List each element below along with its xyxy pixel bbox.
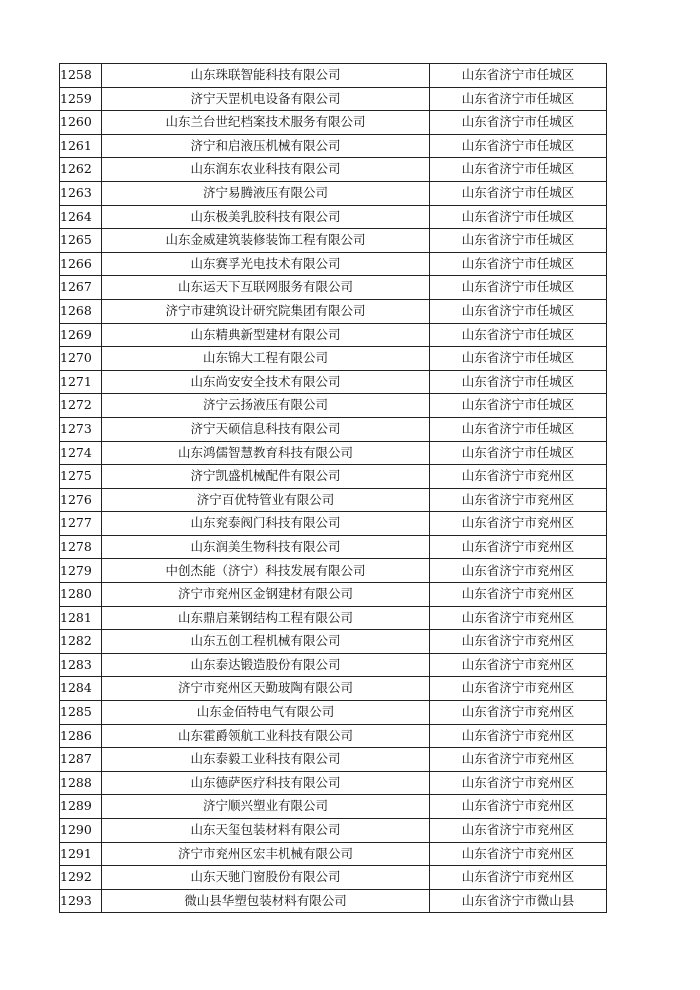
table-row xyxy=(60,535,607,559)
table-row xyxy=(60,158,607,182)
table-row xyxy=(60,276,607,300)
table-row xyxy=(60,630,607,654)
company-region: 山东省济宁市任城区 xyxy=(430,441,607,465)
row-number: 1273 xyxy=(60,417,102,441)
company-name: 山东润东农业科技有限公司 xyxy=(102,158,430,182)
company-name: 山东兰台世纪档案技术服务有限公司 xyxy=(102,111,430,135)
company-name: 济宁市兖州区金钢建材有限公司 xyxy=(102,583,430,607)
company-name: 济宁云扬液压有限公司 xyxy=(102,394,430,418)
company-region: 山东省济宁市兖州区 xyxy=(430,559,607,583)
row-number: 1272 xyxy=(60,394,102,418)
table-row xyxy=(60,323,607,347)
company-region: 山东省济宁市任城区 xyxy=(430,276,607,300)
table-row xyxy=(60,417,607,441)
row-number: 1293 xyxy=(60,889,102,913)
company-region: 山东省济宁市兖州区 xyxy=(430,795,607,819)
row-number: 1264 xyxy=(60,205,102,229)
table-row xyxy=(60,866,607,890)
company-region: 山东省济宁市兖州区 xyxy=(430,748,607,772)
company-region: 山东省济宁市兖州区 xyxy=(430,677,607,701)
row-number: 1259 xyxy=(60,87,102,111)
company-name: 山东鸿儒智慧教育科技有限公司 xyxy=(102,441,430,465)
row-number: 1261 xyxy=(60,134,102,158)
company-region: 山东省济宁市任城区 xyxy=(430,394,607,418)
table-row xyxy=(60,205,607,229)
table-row xyxy=(60,606,607,630)
company-name: 济宁市兖州区天勤玻陶有限公司 xyxy=(102,677,430,701)
company-name: 山东霍爵领航工业科技有限公司 xyxy=(102,724,430,748)
row-number: 1262 xyxy=(60,158,102,182)
company-region: 山东省济宁市兖州区 xyxy=(430,606,607,630)
table-row xyxy=(60,583,607,607)
company-name: 山东兖泰阀门科技有限公司 xyxy=(102,512,430,536)
row-number: 1286 xyxy=(60,724,102,748)
company-region: 山东省济宁市任城区 xyxy=(430,111,607,135)
row-number: 1276 xyxy=(60,488,102,512)
table-row xyxy=(60,819,607,843)
row-number: 1277 xyxy=(60,512,102,536)
company-region: 山东省济宁市兖州区 xyxy=(430,842,607,866)
row-number: 1279 xyxy=(60,559,102,583)
company-name: 中创杰能（济宁）科技发展有限公司 xyxy=(102,559,430,583)
table-row xyxy=(60,748,607,772)
company-region: 山东省济宁市兖州区 xyxy=(430,866,607,890)
company-name: 济宁顺兴塑业有限公司 xyxy=(102,795,430,819)
company-region: 山东省济宁市任城区 xyxy=(430,64,607,88)
company-region: 山东省济宁市任城区 xyxy=(430,417,607,441)
company-name: 济宁凯盛机械配件有限公司 xyxy=(102,465,430,489)
company-region: 山东省济宁市兖州区 xyxy=(430,630,607,654)
company-name: 济宁易腾液压有限公司 xyxy=(102,181,430,205)
row-number: 1282 xyxy=(60,630,102,654)
row-number: 1274 xyxy=(60,441,102,465)
company-name: 山东锦大工程有限公司 xyxy=(102,347,430,371)
row-number: 1291 xyxy=(60,842,102,866)
company-name: 济宁市建筑设计研究院集团有限公司 xyxy=(102,299,430,323)
company-region: 山东省济宁市任城区 xyxy=(430,323,607,347)
company-region: 山东省济宁市任城区 xyxy=(430,229,607,253)
row-number: 1270 xyxy=(60,347,102,371)
row-number: 1271 xyxy=(60,370,102,394)
row-number: 1268 xyxy=(60,299,102,323)
company-name: 山东鼎启莱钢结构工程有限公司 xyxy=(102,606,430,630)
company-region: 山东省济宁市兖州区 xyxy=(430,535,607,559)
company-region: 山东省济宁市任城区 xyxy=(430,205,607,229)
company-name: 山东尚安安全技术有限公司 xyxy=(102,370,430,394)
company-region: 山东省济宁市兖州区 xyxy=(430,701,607,725)
row-number: 1258 xyxy=(60,64,102,88)
table-row xyxy=(60,134,607,158)
row-number: 1290 xyxy=(60,819,102,843)
table-row xyxy=(60,370,607,394)
table-row xyxy=(60,299,607,323)
company-region: 山东省济宁市兖州区 xyxy=(430,653,607,677)
company-region: 山东省济宁市任城区 xyxy=(430,134,607,158)
table-row xyxy=(60,181,607,205)
row-number: 1292 xyxy=(60,866,102,890)
table-row xyxy=(60,394,607,418)
row-number: 1278 xyxy=(60,535,102,559)
company-name: 济宁天罡机电设备有限公司 xyxy=(102,87,430,111)
table-row xyxy=(60,771,607,795)
company-name: 济宁天硕信息科技有限公司 xyxy=(102,417,430,441)
table-row xyxy=(60,87,607,111)
row-number: 1285 xyxy=(60,701,102,725)
row-number: 1287 xyxy=(60,748,102,772)
table-row xyxy=(60,64,607,88)
row-number: 1280 xyxy=(60,583,102,607)
company-region: 山东省济宁市任城区 xyxy=(430,252,607,276)
company-name: 山东精典新型建材有限公司 xyxy=(102,323,430,347)
company-name: 微山县华塑包装材料有限公司 xyxy=(102,889,430,913)
company-region: 山东省济宁市兖州区 xyxy=(430,771,607,795)
company-region: 山东省济宁市任城区 xyxy=(430,347,607,371)
table-row xyxy=(60,111,607,135)
company-region: 山东省济宁市任城区 xyxy=(430,299,607,323)
company-region: 山东省济宁市微山县 xyxy=(430,889,607,913)
company-region: 山东省济宁市兖州区 xyxy=(430,465,607,489)
row-number: 1265 xyxy=(60,229,102,253)
table-row xyxy=(60,795,607,819)
table-row xyxy=(60,252,607,276)
company-name: 山东德萨医疗科技有限公司 xyxy=(102,771,430,795)
company-name: 山东天玺包装材料有限公司 xyxy=(102,819,430,843)
company-name: 济宁百优特管业有限公司 xyxy=(102,488,430,512)
row-number: 1267 xyxy=(60,276,102,300)
company-region: 山东省济宁市任城区 xyxy=(430,158,607,182)
table-row xyxy=(60,889,607,913)
row-number: 1260 xyxy=(60,111,102,135)
company-region: 山东省济宁市任城区 xyxy=(430,87,607,111)
table-row xyxy=(60,559,607,583)
company-name: 山东金佰特电气有限公司 xyxy=(102,701,430,725)
company-name: 山东润美生物科技有限公司 xyxy=(102,535,430,559)
company-region: 山东省济宁市任城区 xyxy=(430,370,607,394)
row-number: 1283 xyxy=(60,653,102,677)
row-number: 1269 xyxy=(60,323,102,347)
company-name: 山东天驰门窗股份有限公司 xyxy=(102,866,430,890)
table-body xyxy=(60,64,607,913)
row-number: 1263 xyxy=(60,181,102,205)
table-row xyxy=(60,653,607,677)
table-row xyxy=(60,724,607,748)
row-number: 1289 xyxy=(60,795,102,819)
table-row xyxy=(60,677,607,701)
company-region: 山东省济宁市兖州区 xyxy=(430,724,607,748)
company-name: 山东赛孚光电技术有限公司 xyxy=(102,252,430,276)
company-name: 山东运天下互联网服务有限公司 xyxy=(102,276,430,300)
table-row xyxy=(60,347,607,371)
table-row xyxy=(60,465,607,489)
company-name: 山东金威建筑装修装饰工程有限公司 xyxy=(102,229,430,253)
company-region: 山东省济宁市兖州区 xyxy=(430,512,607,536)
table-row xyxy=(60,229,607,253)
row-number: 1266 xyxy=(60,252,102,276)
row-number: 1275 xyxy=(60,465,102,489)
company-name: 济宁市兖州区宏丰机械有限公司 xyxy=(102,842,430,866)
company-name: 山东极美乳胶科技有限公司 xyxy=(102,205,430,229)
company-region: 山东省济宁市任城区 xyxy=(430,181,607,205)
row-number: 1288 xyxy=(60,771,102,795)
table-row xyxy=(60,842,607,866)
company-name: 山东五创工程机械有限公司 xyxy=(102,630,430,654)
company-region: 山东省济宁市兖州区 xyxy=(430,488,607,512)
company-name: 山东泰达锻造股份有限公司 xyxy=(102,653,430,677)
table-row xyxy=(60,488,607,512)
row-number: 1281 xyxy=(60,606,102,630)
company-name: 山东泰毅工业科技有限公司 xyxy=(102,748,430,772)
company-list-table xyxy=(59,63,607,913)
company-name: 济宁和启液压机械有限公司 xyxy=(102,134,430,158)
company-region: 山东省济宁市兖州区 xyxy=(430,583,607,607)
row-number: 1284 xyxy=(60,677,102,701)
company-region: 山东省济宁市兖州区 xyxy=(430,819,607,843)
table-row xyxy=(60,441,607,465)
table-row xyxy=(60,512,607,536)
table-row xyxy=(60,701,607,725)
company-name: 山东珠联智能科技有限公司 xyxy=(102,64,430,88)
